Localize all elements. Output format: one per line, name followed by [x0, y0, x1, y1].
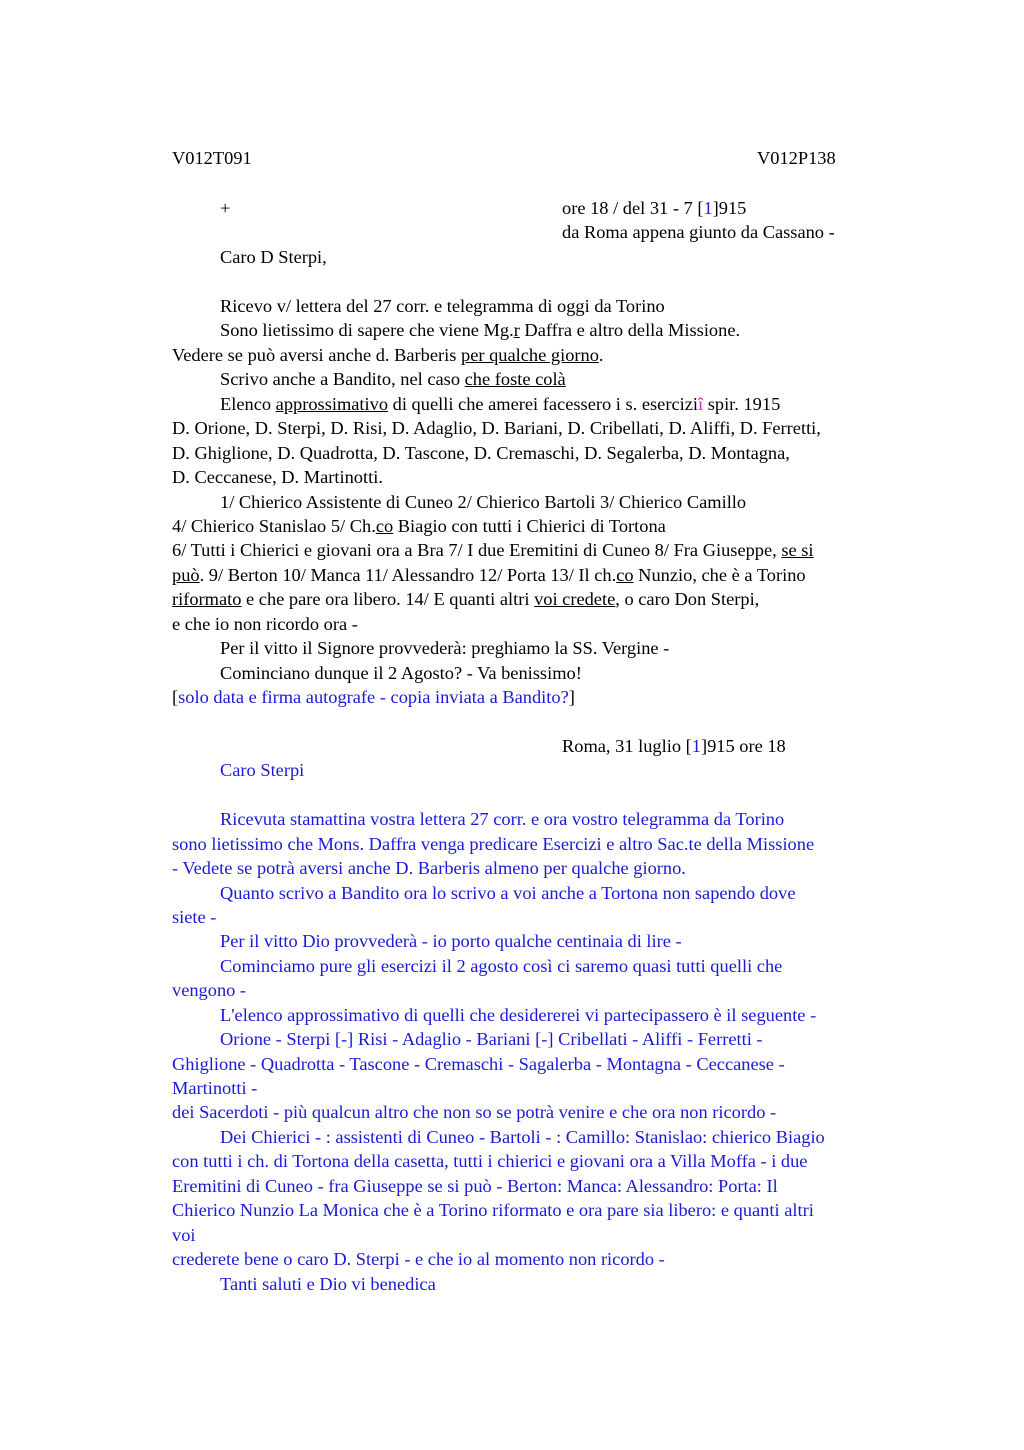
cross-mark: + — [220, 198, 231, 218]
letter-line: Ricevuta stamattina vostra lettera 27 corr. e ora vostro telegramma da Torino — [220, 809, 785, 829]
telegram-line: D. Orione, D. Sterpi, D. Risi, D. Adaglio, D. Bariani, D. Cribellati, D. Aliffi, D. Ferretti, — [172, 418, 821, 438]
telegram-line: 4/ Chierico Stanislao 5/ Ch.co Biagio con tutti i Chierici di Tortona — [172, 516, 666, 536]
telegram-line: Elenco approssimativo di quelli che amerei facessero i s. eserciziî spir. 1915 — [220, 394, 781, 414]
telegram-line: riformato e che pare ora libero. 14/ E quanti altri voi credete, o caro Don Sterpi, — [172, 589, 760, 609]
letter-line: Chierico Nunzio La Monica che è a Torino riformato e ora pare sia libero: e quanti altri — [172, 1200, 814, 1220]
letter-salutation: Caro Sterpi — [220, 760, 305, 780]
telegram-date-line: ore 18 / del 31 - 7 [1]915 — [562, 198, 747, 218]
telegram-line: Sono lietissimo di sapere che viene Mg.r Daffra e altro della Missione. — [220, 320, 741, 340]
letter-line: L'elenco approssimativo di quelli che desidererei vi partecipassero è il seguente - — [220, 1005, 817, 1025]
letter-line: Eremitini di Cuneo - fra Giuseppe se si può - Berton: Manca: Alessandro: Porta: Il — [172, 1176, 778, 1196]
letter-line: sono lietissimo che Mons. Daffra venga predicare Esercizi e altro Sac.te della Missione — [172, 834, 815, 854]
editor-note: [solo data e firma autografe - copia inviata a Bandito?] — [172, 687, 575, 707]
letter-line: Ghiglione - Quadrotta - Tascone - Cremaschi - Sagalerba - Montagna - Ceccanese - — [172, 1054, 785, 1074]
letter-line: con tutti i ch. di Tortona della casetta, tutti i chierici e giovani ora a Villa Moffa - i due — [172, 1151, 808, 1171]
letter-date-line: Roma, 31 luglio [1]915 ore 18 — [562, 736, 786, 756]
letter-line: - Vedete se potrà aversi anche D. Barberis almeno per qualche giorno. — [172, 858, 686, 878]
telegram-line: Ricevo v/ lettera del 27 corr. e telegramma di oggi da Torino — [220, 296, 665, 316]
letter-line: vengono - — [172, 980, 247, 1000]
telegram-line: può. 9/ Berton 10/ Manca 11/ Alessandro 12/ Porta 13/ Il ch.co Nunzio, che è a Torino — [172, 565, 806, 585]
telegram-line: Scrivo anche a Bandito, nel caso che foste colà — [220, 369, 566, 389]
letter-closing: Tanti saluti e Dio vi benedica — [220, 1274, 436, 1294]
telegram-line: Vedere se può aversi anche d. Barberis per qualche giorno. — [172, 345, 604, 365]
letter-line: siete - — [172, 907, 217, 927]
letter-line: voi — [172, 1225, 196, 1245]
telegram-line: Cominciano dunque il 2 Agosto? - Va benissimo! — [220, 663, 582, 683]
telegram-salutation: Caro D Sterpi, — [220, 247, 327, 267]
document-code-right: V012P138 — [757, 148, 836, 168]
telegram-line: e che io non ricordo ora - — [172, 614, 358, 634]
telegram-line: Per il vitto il Signore provvederà: preghiamo la SS. Vergine - — [220, 638, 670, 658]
telegram-line: D. Ghiglione, D. Quadrotta, D. Tascone, D. Cremaschi, D. Segalerba, D. Montagna, — [172, 443, 790, 463]
telegram-line: 1/ Chierico Assistente di Cuneo 2/ Chierico Bartoli 3/ Chierico Camillo — [220, 492, 747, 512]
telegram-line: 6/ Tutti i Chierici e giovani ora a Bra 7/ I due Eremitini di Cuneo 8/ Fra Giuseppe, se si — [172, 540, 814, 560]
letter-line: Orione - Sterpi [-] Risi - Adaglio - Bariani [-] Cribellati - Aliffi - Ferretti - — [220, 1029, 763, 1049]
telegram-line: D. Ceccanese, D. Martinotti. — [172, 467, 383, 487]
document-code-left: V012T091 — [172, 148, 252, 168]
letter-line: Per il vitto Dio provvederà - io porto qualche centinaia di lire - — [220, 931, 682, 951]
letter-line: Dei Chierici - : assistenti di Cuneo - Bartoli - : Camillo: Stanislao: chierico Biagio — [220, 1127, 825, 1147]
letter-line: Cominciamo pure gli esercizi il 2 agosto così ci saremo quasi tutti quelli che — [220, 956, 783, 976]
telegram-origin: da Roma appena giunto da Cassano - — [562, 222, 835, 242]
letter-line: crederete bene o caro D. Sterpi - e che io al momento non ricordo - — [172, 1249, 665, 1269]
letter-line: Quanto scrivo a Bandito ora lo scrivo a voi anche a Tortona non sapendo dove — [220, 883, 796, 903]
letter-line: Martinotti - — [172, 1078, 258, 1098]
letter-line: dei Sacerdoti - più qualcun altro che non so se potrà venire e che ora non ricordo - — [172, 1102, 777, 1122]
